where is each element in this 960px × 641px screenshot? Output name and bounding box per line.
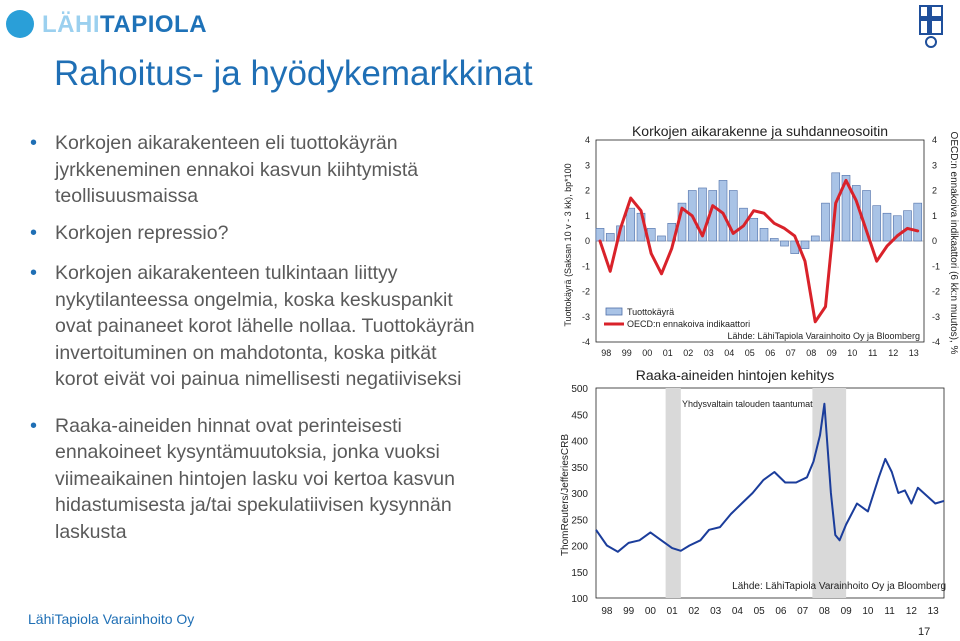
bullet-item: • Raaka-aineiden hinnat ovat perinteisesti ennakoineet kysyntämuutoksia, jonka vuoksi viimeaikainen hintojen lasku voi kertoa kasvun hidastumisesta ja/tai spekulatiivisen kysynnän laskusta xyxy=(30,413,485,546)
chart1-ytick-left: -2 xyxy=(581,286,590,297)
chart1-bar xyxy=(596,228,604,241)
chart1-ytick-right: 2 xyxy=(932,185,938,196)
chart2-xtick: 98 xyxy=(601,606,613,617)
chart1-ytick-left: 3 xyxy=(584,160,590,171)
chart2-xtick: 06 xyxy=(775,606,787,617)
chart1-ylabel-right: OECD:n ennakoiva indikaattori (6 kk:n muutos), % xyxy=(948,131,959,355)
chart1-xtick: 04 xyxy=(724,348,735,358)
chart1-bar xyxy=(904,211,912,241)
chart1-ytick-right: -3 xyxy=(932,311,941,322)
chart2-ytick: 450 xyxy=(571,410,588,422)
chart1-bar xyxy=(914,203,922,241)
chart1-bar xyxy=(750,218,758,241)
chart2-ytick: 200 xyxy=(571,541,588,553)
chart1-ytick-left: 1 xyxy=(584,210,590,221)
chart2-series-line-crb xyxy=(596,404,944,552)
chart1-legend-bars: Tuottokäyrä xyxy=(627,307,675,317)
chart1-legend-line: OECD:n ennakoiva indikaattori xyxy=(627,319,751,329)
chart1-title: Korkojen aikarakenne ja suhdanneosoitin xyxy=(631,123,889,139)
chart2-ytick: 300 xyxy=(571,489,588,500)
chart2-ytick: 350 xyxy=(571,462,588,474)
chart2-xtick: 10 xyxy=(862,606,874,617)
chart1-xtick: 99 xyxy=(621,348,632,358)
chart2-xtick: 01 xyxy=(666,606,678,617)
chart1-ytick-left: -4 xyxy=(581,337,590,347)
chart1-ytick-right: 1 xyxy=(932,210,938,221)
chart2-xtick: 03 xyxy=(710,606,722,617)
chart1-ytick-right: -4 xyxy=(932,337,941,347)
chart2-xtick: 00 xyxy=(644,606,656,617)
bullet-item: • Korkojen repressio? xyxy=(30,220,485,247)
chart1-ytick-right: -1 xyxy=(932,261,941,272)
chart2-annotation: Yhdysvaltain talouden taantumat xyxy=(682,399,813,409)
chart2-xtick: 08 xyxy=(818,606,830,617)
slide-title: Rahoitus- ja hyödykemarkkinat xyxy=(54,54,533,93)
chart1-bar xyxy=(760,228,768,241)
chart1-bar xyxy=(811,236,819,241)
logo-text-part2: TAPIOLA xyxy=(100,11,208,38)
chart1-xtick: 13 xyxy=(908,348,919,358)
chart1-xtick: 06 xyxy=(765,348,776,358)
page-number: 17 xyxy=(918,626,931,638)
chart2-xtick: 09 xyxy=(840,606,852,617)
footer-company: LähiTapiola Varainhoito Oy xyxy=(28,611,195,627)
chart1-ytick-left: -3 xyxy=(581,311,590,322)
chart1-ylabel-left: Tuottokäyrä (Saksan 10 v - 3 kk), bp*100 xyxy=(563,163,573,327)
chart2-xtick: 99 xyxy=(623,606,635,617)
chart1-xtick: 03 xyxy=(703,348,714,358)
chart1-xtick: 05 xyxy=(744,348,755,358)
chart1-bar xyxy=(627,208,635,241)
chart1-legend-bar-swatch xyxy=(606,308,622,315)
chart1-xtick: 08 xyxy=(806,348,817,358)
chart1-xtick: 98 xyxy=(601,348,612,358)
logo-text-part1: LÄHI xyxy=(42,11,100,38)
chart1-xtick: 11 xyxy=(868,348,878,358)
bullet-item: • Korkojen aikarakenteen eli tuottokäyrän jyrkkeneminen ennakoi kasvun kiihtymistä teollisuusmaissa xyxy=(30,130,485,210)
chart1-bar xyxy=(606,233,614,241)
chart1-bar xyxy=(822,203,830,241)
chart1-source: Lähde: LähiTapiola Varainhoito Oy ja Bloomberg xyxy=(727,331,920,341)
chart1-ytick-left: 4 xyxy=(584,135,590,145)
chart-commodity-prices xyxy=(560,367,946,617)
chart1-bar xyxy=(883,213,891,241)
chart1-xtick: 07 xyxy=(785,348,796,358)
chart2-xtick: 04 xyxy=(731,606,743,617)
chart1-xtick: 00 xyxy=(642,348,653,358)
chart2-recession-band xyxy=(812,388,846,598)
chart1-ytick-right: -2 xyxy=(932,286,941,297)
chart2-xtick: 05 xyxy=(753,606,765,617)
chart2-xtick: 12 xyxy=(905,606,917,617)
chart1-ytick-left: 2 xyxy=(584,185,590,196)
chart1-bar xyxy=(781,241,789,246)
chart2-title: Raaka-aineiden hintojen kehitys xyxy=(635,367,835,383)
chart2-ytick: 100 xyxy=(571,594,588,605)
chart2-recession-band xyxy=(666,388,681,598)
chart2-xtick: 07 xyxy=(797,606,809,617)
chart1-ytick-right: 4 xyxy=(932,135,938,145)
chart1-ytick-right: 0 xyxy=(932,236,938,246)
chart2-xtick: 11 xyxy=(884,606,895,617)
chart1-xtick: 01 xyxy=(662,348,673,358)
chart2-ytick: 500 xyxy=(571,384,588,395)
chart2-xtick: 13 xyxy=(927,606,939,617)
chart1-ytick-left: 0 xyxy=(584,236,590,246)
chart1-ytick-left: -1 xyxy=(581,261,590,272)
chart1-bar xyxy=(873,206,881,241)
chart1-bar xyxy=(658,236,666,241)
chart-yield-curve xyxy=(563,123,959,358)
chart1-bar xyxy=(801,241,809,249)
chart1-xtick: 10 xyxy=(847,348,858,358)
chart1-xtick: 09 xyxy=(826,348,837,358)
chart2-xtick: 02 xyxy=(688,606,700,617)
chart1-bar xyxy=(770,238,778,241)
chart2-ytick: 150 xyxy=(571,567,588,579)
chart2-plot-frame xyxy=(596,388,944,598)
chart2-ylabel: ThomReuters/JefferiesCRB xyxy=(560,433,571,557)
bullet-item: • Korkojen aikarakenteen tulkintaan liittyy nykytilanteessa ongelmia, koska keskuspankit ovat painaneet korot lähelle nollaa. Tuottokäyrän invertoituminen on mahdotonta, koska pitkät korot eivät voi painua nimellisesti negatiiviseksi xyxy=(30,260,485,393)
chart1-xtick: 12 xyxy=(888,348,899,358)
chart1-xtick: 02 xyxy=(683,348,694,358)
chart2-source: Lähde: LähiTapiola Varainhoito Oy ja Bloomberg xyxy=(732,581,946,592)
chart2-ytick: 400 xyxy=(571,436,588,448)
chart1-ytick-right: 3 xyxy=(932,160,938,171)
chart2-ytick: 250 xyxy=(571,515,588,527)
